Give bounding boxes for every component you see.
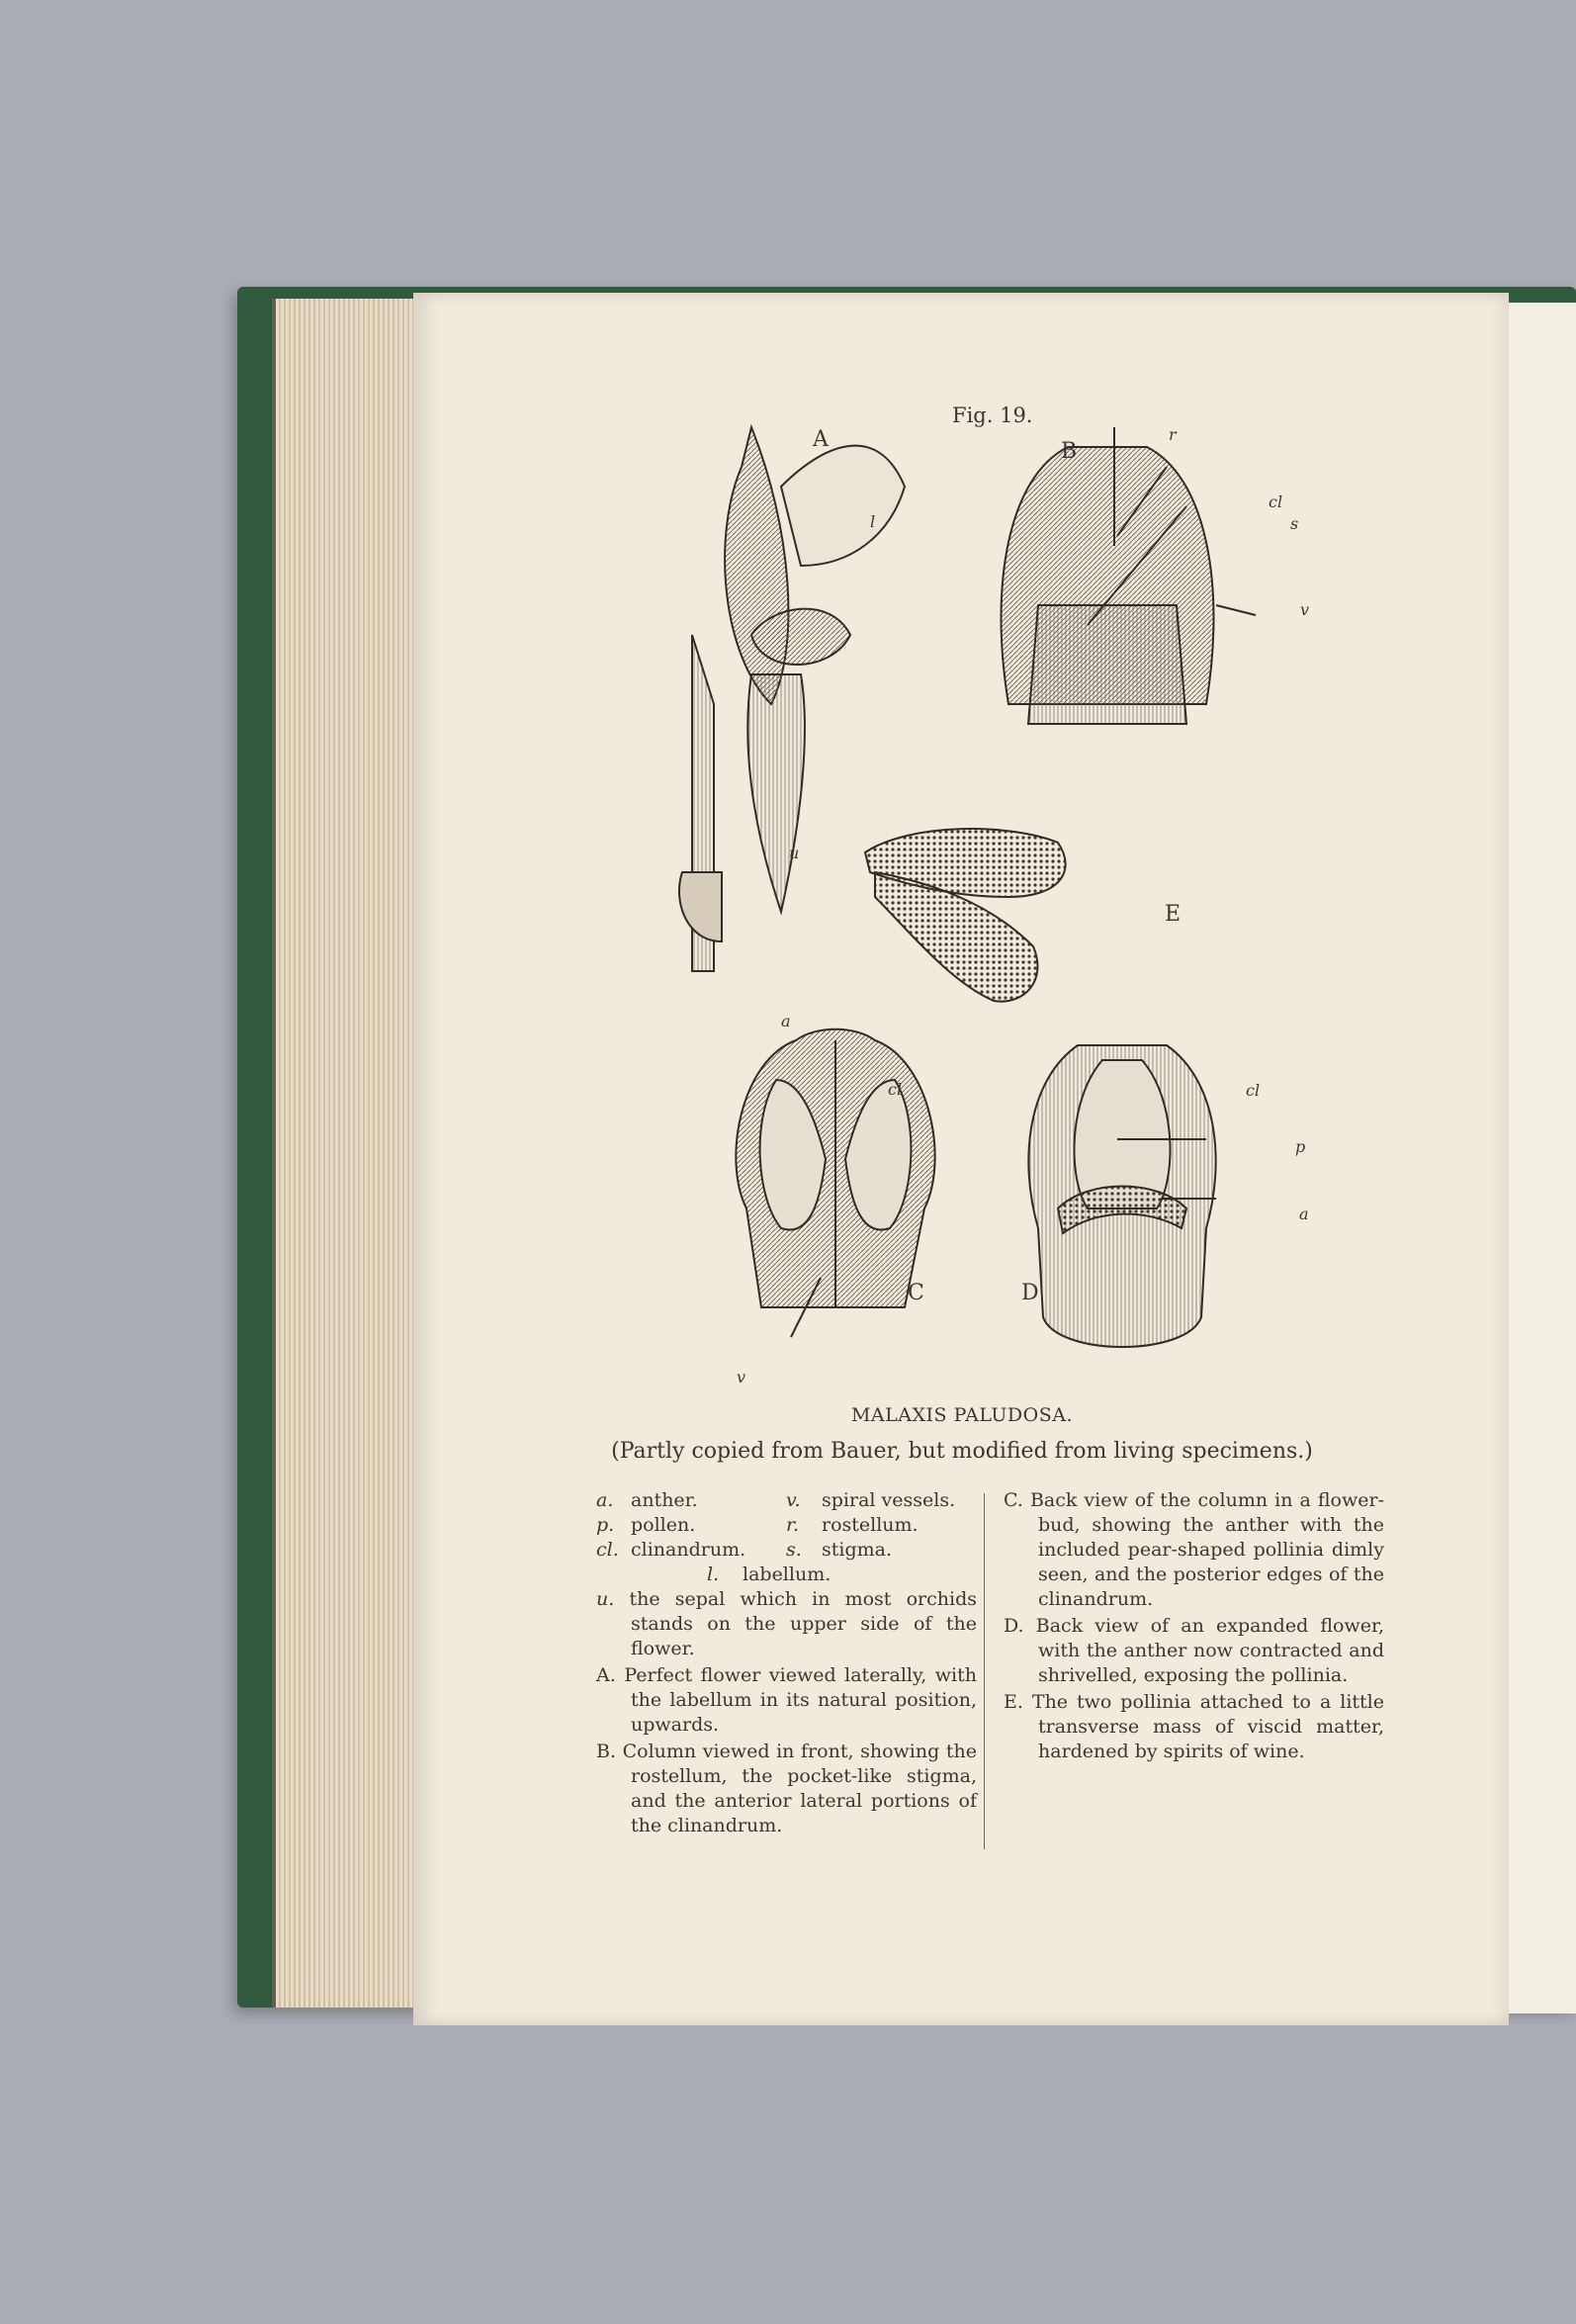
legend-abbr: a. (596, 1489, 614, 1511)
legend-entry-d (1004, 1614, 1384, 1688)
panel-c-drawing (736, 1029, 934, 1337)
panel-label-d: D (1021, 1281, 1039, 1305)
panel-label-b: B (1061, 439, 1078, 464)
caption-title: MALAXIS PALUDOSA. (850, 1404, 1074, 1426)
figure-title: Fig. 19. (952, 403, 1033, 427)
legend-entry-e (1004, 1690, 1384, 1764)
label-s: s (1290, 514, 1299, 533)
label-u: u (789, 844, 800, 862)
legend-abbr: cl. (596, 1539, 619, 1561)
legend-text: the sepal which in most orchids stands on the upper side of the flower. (629, 1588, 978, 1659)
legend-row (596, 1563, 977, 1587)
legend-key: B. (596, 1741, 617, 1762)
legend-right-column (1004, 1488, 1384, 1766)
legend-text: rostellum. (822, 1514, 919, 1536)
column-divider (984, 1493, 985, 1849)
label-cl-c: cl (888, 1080, 903, 1099)
legend-abbr: r. (786, 1514, 800, 1536)
legend-text: stigma. (822, 1539, 893, 1561)
panel-label-c: C (908, 1281, 924, 1305)
legend-text: labellum. (743, 1564, 832, 1585)
legend-text: Perfect flower viewed laterally, with the labellum in its natural position, upwards. (624, 1664, 977, 1736)
label-p: p (1295, 1137, 1306, 1156)
label-cl-d: cl (1246, 1081, 1261, 1100)
legend-text: pollen. (631, 1514, 696, 1536)
legend-key: E. (1004, 1691, 1023, 1713)
legend-key: D. (1004, 1615, 1024, 1637)
legend-entry-b (596, 1740, 977, 1838)
label-a-c: a (781, 1012, 791, 1030)
legend-key: A. (596, 1664, 616, 1686)
panel-label-e: E (1165, 902, 1182, 927)
legend-entry-a (596, 1663, 977, 1738)
caption-subtitle: (Partly copied from Bauer, but modified from living specimens.) (611, 1439, 1313, 1464)
legend-abbr: l. (707, 1564, 720, 1585)
legend-entry-u (596, 1587, 977, 1661)
figure-plate (653, 407, 1345, 1416)
legend-row (596, 1538, 977, 1563)
label-cl-b: cl (1269, 492, 1283, 511)
legend-text: anther. (631, 1489, 698, 1511)
panel-label-a: A (813, 427, 829, 452)
legend-row (596, 1513, 977, 1538)
label-l: l (870, 512, 876, 531)
legend-text: The two pollinia attached to a little transverse mass of viscid matter, hardened by spirits of wine. (1031, 1691, 1384, 1762)
label-r: r (1169, 425, 1177, 444)
facing-page-edge (1505, 303, 1576, 2013)
legend-text: Back view of an expanded flower, with the anther now contracted and shrivelled, exposing the pollinia. (1035, 1615, 1385, 1686)
legend-abbr: v. (786, 1489, 801, 1511)
legend-row (596, 1488, 977, 1513)
legend-entry-c (1004, 1488, 1384, 1612)
panel-b-drawing (1002, 427, 1257, 724)
legend-abbr: s. (786, 1539, 802, 1561)
panel-d-drawing (1028, 1045, 1216, 1347)
legend-abbr: p. (596, 1514, 615, 1536)
legend-text: spiral vessels. (822, 1489, 956, 1511)
panel-a-drawing (679, 427, 905, 971)
legend-text: Back view of the column in a flower-bud, showing the anther with the included pear-shaped pollinia dimly seen, and the posterior edges of the clinandrum. (1029, 1489, 1384, 1610)
label-v-b: v (1300, 600, 1310, 619)
legend-text: Column viewed in front, showing the rostellum, the pocket-like stigma, and the anterior lateral portions of the clinandrum. (622, 1741, 977, 1836)
label-v-c: v (737, 1368, 746, 1386)
legend-abbr: u. (596, 1588, 615, 1610)
label-a-d: a (1299, 1205, 1309, 1223)
panel-e-drawing (865, 829, 1066, 1002)
legend-left-column (596, 1488, 977, 1840)
legend-key: C. (1004, 1489, 1023, 1511)
legend-text: clinandrum. (631, 1539, 746, 1561)
